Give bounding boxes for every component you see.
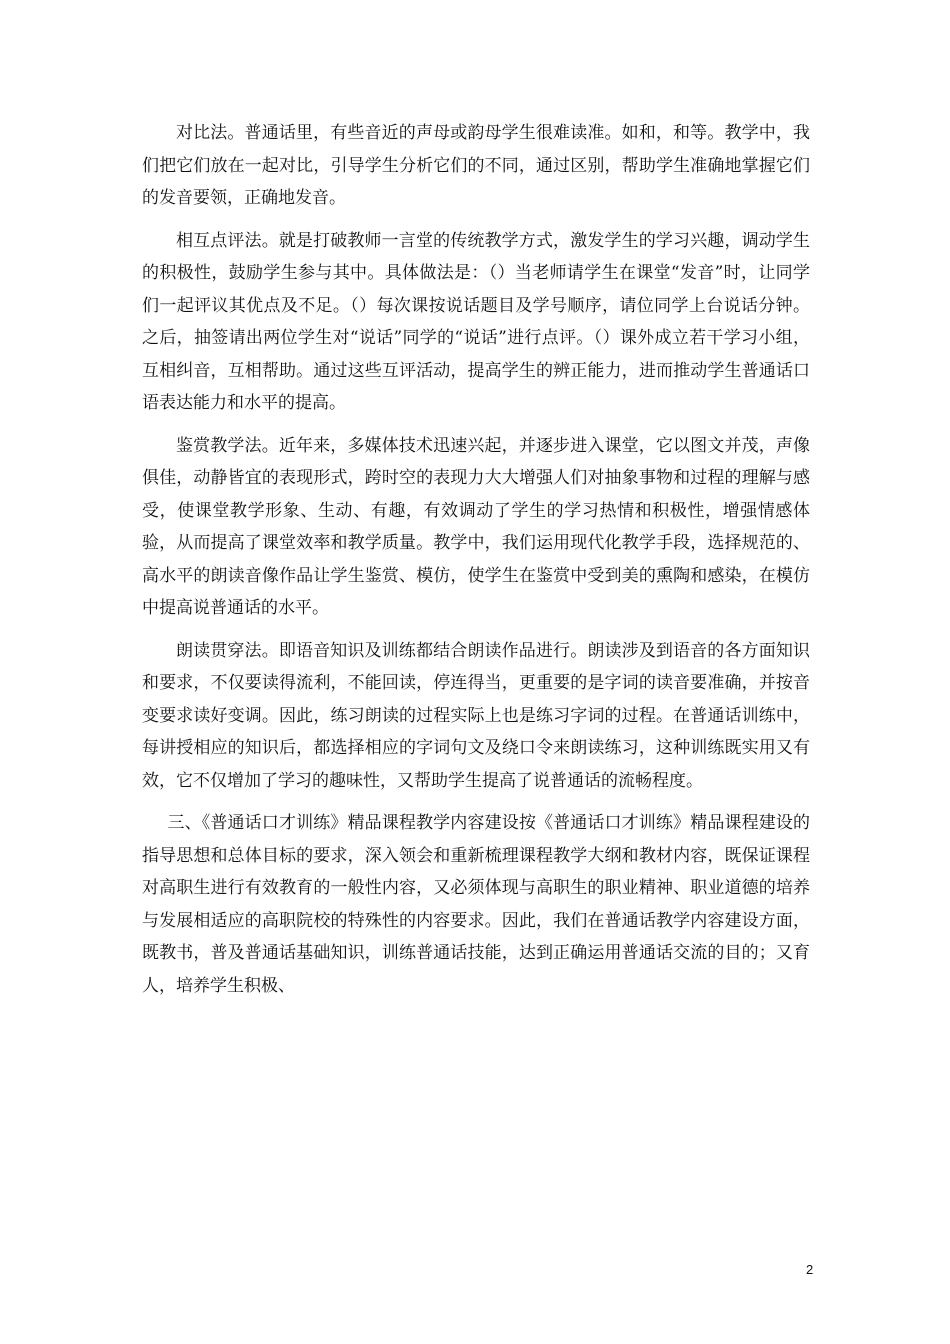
body-text — [142, 117, 810, 1002]
paragraph-peer-review-method: 相互点评法。就是打破教师一言堂的传统教学方式，激发学生的学习兴趣，调动学生的积极性，鼓励学生参与其中。具体做法是：（）当老师请学生在课堂“发音”时，让同学们一起评议其优点及不足。（）每次课按说话题目及学号顺序，请位同学上台说话分钟。之后，抽签请出两位学生对“说话”同学的“说话”进行点评。（）课外成立若干学习小组，互相纠音，互相帮助。通过这些互评活动，提高学生的辨正能力，进而推动学生普通话口语表达能力和水平的提高。 — [142, 230, 810, 413]
page-number: 2 — [806, 1262, 814, 1277]
paragraph-reading-method: 朗读贯穿法。即语音知识及训练都结合朗读作品进行。朗读涉及到语音的各方面知识和要求，不仅要读得流利，不能回读，停连得当，更重要的是字词的读音要准确，并按音变要求读好变调。因此，练习朗读的过程实际上也是练习字词的过程。在普通话训练中，每讲授相应的知识后，都选择相应的字词句文及绕口令来朗读练习，这种训练既实用又有效，它不仅增加了学习的趣味性，又帮助学生提高了说普通话的流畅程度。 — [142, 640, 810, 791]
paragraph-appreciation-method: 鉴赏教学法。近年来，多媒体技术迅速兴起，并逐步进入课堂，它以图文并茂，声像俱佳，动静皆宜的表现形式，跨时空的表现力大大增强人们对抽象事物和过程的理解与感受，使课堂教学形象、生动、有趣，有效调动了学生的学习热情和积极性，增强情感体验，从而提高了课堂效率和教学质量。教学中，我们运用现代化教学手段，选择规范的、高水平的朗读音像作品让学生鉴赏、模仿，使学生在鉴赏中受到美的熏陶和感染，在模仿中提高说普通话的水平。 — [142, 435, 810, 618]
paragraph-contrast-method: 对比法。普通话里，有些音近的声母或韵母学生很难读准。如和，和等。教学中，我们把它们放在一起对比，引导学生分析它们的不同，通过区别，帮助学生准确地掌握它们的发音要领，正确地发音。 — [142, 123, 810, 208]
paragraph-section-three: 三、《普通话口才训练》精品课程教学内容建设按《普通话口才训练》精品课程建设的指导思想和总体目标的要求，深入领会和重新梳理课程教学大纲和教材内容，既保证课程对高职生进行有效教育的一般性内容，又必须体现与高职生的职业精神、职业道德的培养与发展相适应的高职院校的特殊性的内容要求。因此，我们在普通话教学内容建设方面，既教书，普及普通话基础知识，训练普通话技能，达到正确运用普通话交流的目的；又育人，培养学生积极、 — [142, 813, 810, 996]
